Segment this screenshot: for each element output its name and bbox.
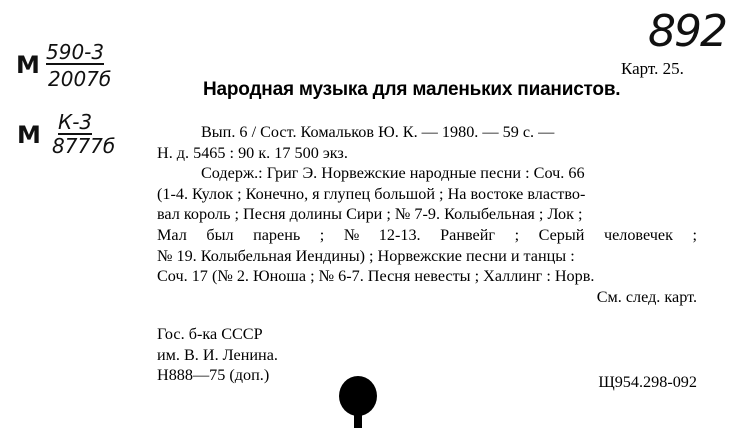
description-word: ;	[692, 225, 697, 244]
description-word: 12-13.	[378, 225, 421, 244]
see-next-card-note: См. след. карт.	[596, 287, 697, 306]
description-word: Мал	[157, 225, 187, 244]
description-word: парень	[253, 225, 301, 244]
handwritten-card-number: 892	[648, 6, 726, 57]
description-line: Н. д. 5465 : 90 к. 17 500 экз.	[157, 143, 348, 162]
library-stamp-line: им. В. И. Ленина.	[157, 345, 278, 364]
handwritten-code-1-top: 590-3	[46, 40, 105, 64]
handwritten-letter-m-2: М	[17, 121, 41, 149]
card-number-label: Карт. 25.	[621, 59, 684, 78]
description-word: ;	[514, 225, 520, 244]
card-description	[157, 122, 697, 307]
description-word: человечек	[603, 225, 673, 244]
description-line: Вып. 6 / Сост. Комальков Ю. К. — 1980. — 59 с. —	[201, 123, 555, 141]
card-punch-hole	[339, 376, 377, 416]
card-title: Народная музыка для маленьких пианистов.	[203, 79, 621, 100]
description-line: Соч. 17 (№ 2. Юноша ; № 6-7. Песня невесты ; Халлинг : Норв.	[157, 267, 595, 286]
shelf-code: Щ954.298-092	[598, 373, 697, 391]
description-word: ;	[319, 225, 325, 244]
description-word: Серый	[538, 225, 585, 244]
handwritten-code-2-bottom: 8777б	[52, 134, 116, 158]
library-stamp	[157, 324, 278, 386]
handwritten-code-1-bottom: 2007б	[48, 67, 112, 91]
handwritten-letter-m-1: М	[16, 51, 40, 79]
library-stamp-line: Н888—75 (доп.)	[157, 366, 270, 384]
description-line: Содерж.: Григ Э. Норвежские народные песни : Соч. 66	[201, 164, 585, 183]
description-line: (1-4. Кулок ; Конечно, я глупец большой ; На востоке властво-	[157, 184, 586, 203]
description-line	[157, 225, 697, 246]
description-word: №	[343, 225, 360, 244]
description-line: № 19. Колыбельная Иендины) ; Норвежские песни и танцы :	[157, 246, 575, 265]
description-word: Ранвейг	[440, 225, 496, 244]
handwritten-code-2-top: К-3	[58, 110, 93, 134]
description-word: был	[206, 225, 234, 244]
description-line: вал король ; Песня долины Сири ; № 7-9. Колыбельная ; Лок ;	[157, 205, 583, 224]
library-stamp-line: Гос. б-ка СССР	[157, 325, 263, 343]
